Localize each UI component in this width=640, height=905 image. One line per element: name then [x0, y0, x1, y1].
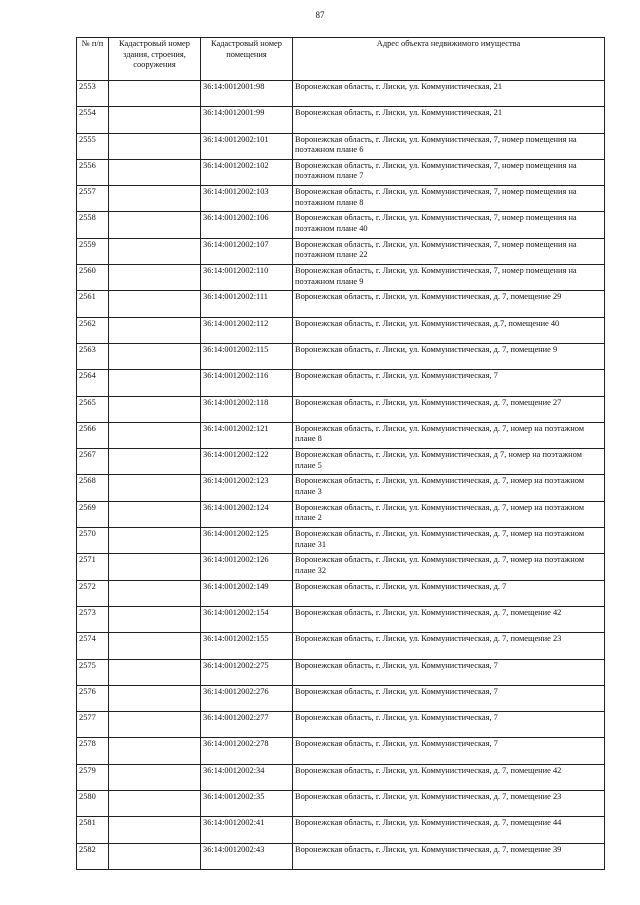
cell-num: 2568	[77, 475, 109, 501]
cell-room-cadastral: 36:14:0012002:155	[201, 633, 293, 659]
cell-room-cadastral: 36:14:0012002:111	[201, 291, 293, 317]
cell-address: Воронежская область, г. Лиски, ул. Коммунистическая, 7, номер помещения на поэтажном плане 8	[293, 186, 605, 212]
cell-num: 2563	[77, 343, 109, 369]
table-row	[77, 343, 605, 369]
cell-building-cadastral	[109, 659, 201, 685]
table-row	[77, 528, 605, 554]
table-row	[77, 212, 605, 238]
header-address: Адрес объекта недвижимого имущества	[293, 38, 605, 81]
cell-room-cadastral: 36:14:0012002:34	[201, 764, 293, 790]
cell-building-cadastral	[109, 317, 201, 343]
cell-address: Воронежская область, г. Лиски, ул. Коммунистическая, д. 7, номер на поэтажном плане 3	[293, 475, 605, 501]
cell-num: 2564	[77, 370, 109, 396]
cell-room-cadastral: 36:14:0012002:112	[201, 317, 293, 343]
cell-building-cadastral	[109, 107, 201, 133]
cell-room-cadastral: 36:14:0012002:123	[201, 475, 293, 501]
table-row	[77, 659, 605, 685]
cell-room-cadastral: 36:14:0012002:106	[201, 212, 293, 238]
cell-address: Воронежская область, г. Лиски, ул. Коммунистическая, д. 7, помещение 42	[293, 764, 605, 790]
cell-num: 2555	[77, 133, 109, 159]
cell-room-cadastral: 36:14:0012002:115	[201, 343, 293, 369]
cell-room-cadastral: 36:14:0012002:278	[201, 738, 293, 764]
cell-building-cadastral	[109, 133, 201, 159]
cell-building-cadastral	[109, 343, 201, 369]
cell-num: 2574	[77, 633, 109, 659]
cell-address: Воронежская область, г. Лиски, ул. Коммунистическая, д 7, номер на поэтажном плане 5	[293, 449, 605, 475]
cell-num: 2562	[77, 317, 109, 343]
cell-building-cadastral	[109, 265, 201, 291]
cell-building-cadastral	[109, 370, 201, 396]
cell-address: Воронежская область, г. Лиски, ул. Коммунистическая, д. 7, помещение 42	[293, 606, 605, 632]
property-registry-table	[76, 37, 605, 870]
cell-room-cadastral: 36:14:0012002:276	[201, 685, 293, 711]
cell-room-cadastral: 36:14:0012002:116	[201, 370, 293, 396]
cell-building-cadastral	[109, 291, 201, 317]
table-row	[77, 606, 605, 632]
cell-num: 2557	[77, 186, 109, 212]
page-number: 87	[315, 10, 325, 20]
table-row	[77, 633, 605, 659]
cell-address: Воронежская область, г. Лиски, ул. Коммунистическая, 7, номер помещения на поэтажном плане 40	[293, 212, 605, 238]
cell-num: 2579	[77, 764, 109, 790]
cell-num: 2575	[77, 659, 109, 685]
cell-address: Воронежская область, г. Лиски, ул. Коммунистическая, 7	[293, 712, 605, 738]
cell-building-cadastral	[109, 580, 201, 606]
cell-address: Воронежская область, г. Лиски, ул. Коммунистическая, д. 7, номер на поэтажном плане 2	[293, 501, 605, 527]
table-header-row	[77, 38, 605, 81]
cell-room-cadastral: 36:14:0012002:35	[201, 791, 293, 817]
cell-num: 2571	[77, 554, 109, 580]
table-row	[77, 685, 605, 711]
cell-room-cadastral: 36:14:0012002:41	[201, 817, 293, 843]
cell-room-cadastral: 36:14:0012002:275	[201, 659, 293, 685]
cell-address: Воронежская область, г. Лиски, ул. Коммунистическая, д. 7, помещение 23	[293, 633, 605, 659]
cell-building-cadastral	[109, 449, 201, 475]
table-row	[77, 370, 605, 396]
cell-building-cadastral	[109, 738, 201, 764]
cell-room-cadastral: 36:14:0012002:154	[201, 606, 293, 632]
cell-num: 2576	[77, 685, 109, 711]
cell-room-cadastral: 36:14:0012002:118	[201, 396, 293, 422]
cell-num: 2554	[77, 107, 109, 133]
header-room-cadastral: Кадастровый номер помещения	[201, 38, 293, 81]
cell-room-cadastral: 36:14:0012002:110	[201, 265, 293, 291]
cell-address: Воронежская область, г. Лиски, ул. Коммунистическая, д. 7, помещение 27	[293, 396, 605, 422]
cell-building-cadastral	[109, 238, 201, 264]
cell-building-cadastral	[109, 396, 201, 422]
cell-address: Воронежская область, г. Лиски, ул. Коммунистическая, 7	[293, 738, 605, 764]
table-row	[77, 791, 605, 817]
cell-room-cadastral: 36:14:0012002:107	[201, 238, 293, 264]
table-row	[77, 817, 605, 843]
cell-building-cadastral	[109, 843, 201, 869]
header-num: № п/п	[77, 38, 109, 81]
cell-address: Воронежская область, г. Лиски, ул. Коммунистическая, 7, номер помещения на поэтажном плане 22	[293, 238, 605, 264]
cell-num: 2572	[77, 580, 109, 606]
cell-address: Воронежская область, г. Лиски, ул. Коммунистическая, д. 7, номер на поэтажном плане 31	[293, 528, 605, 554]
table-row	[77, 422, 605, 448]
cell-building-cadastral	[109, 764, 201, 790]
cell-num: 2578	[77, 738, 109, 764]
cell-room-cadastral: 36:14:0012002:126	[201, 554, 293, 580]
cell-num: 2556	[77, 159, 109, 185]
table-row	[77, 186, 605, 212]
cell-building-cadastral	[109, 501, 201, 527]
cell-address: Воронежская область, г. Лиски, ул. Коммунистическая, 7	[293, 659, 605, 685]
table-row	[77, 475, 605, 501]
cell-room-cadastral: 36:14:0012002:101	[201, 133, 293, 159]
cell-address: Воронежская область, г. Лиски, ул. Коммунистическая, д. 7, номер на поэтажном плане 8	[293, 422, 605, 448]
cell-building-cadastral	[109, 554, 201, 580]
table-row	[77, 843, 605, 869]
table-row	[77, 265, 605, 291]
table-row	[77, 81, 605, 107]
cell-num: 2569	[77, 501, 109, 527]
cell-address: Воронежская область, г. Лиски, ул. Коммунистическая, 7, номер помещения на поэтажном плане 6	[293, 133, 605, 159]
header-building-cadastral: Кадастровый номер здания, строения, сооружения	[109, 38, 201, 81]
table-row	[77, 317, 605, 343]
table-row	[77, 764, 605, 790]
cell-building-cadastral	[109, 633, 201, 659]
cell-address: Воронежская область, г. Лиски, ул. Коммунистическая, 7	[293, 685, 605, 711]
cell-address: Воронежская область, г. Лиски, ул. Коммунистическая, д. 7, помещение 29	[293, 291, 605, 317]
cell-building-cadastral	[109, 186, 201, 212]
cell-building-cadastral	[109, 685, 201, 711]
table-row	[77, 501, 605, 527]
cell-room-cadastral: 36:14:0012002:43	[201, 843, 293, 869]
table-row	[77, 133, 605, 159]
cell-num: 2553	[77, 81, 109, 107]
cell-address: Воронежская область, г. Лиски, ул. Коммунистическая, д. 7, помещение 9	[293, 343, 605, 369]
cell-address: Воронежская область, г. Лиски, ул. Коммунистическая, д. 7	[293, 580, 605, 606]
cell-building-cadastral	[109, 81, 201, 107]
cell-num: 2558	[77, 212, 109, 238]
cell-num: 2577	[77, 712, 109, 738]
cell-num: 2582	[77, 843, 109, 869]
table-row	[77, 449, 605, 475]
cell-address: Воронежская область, г. Лиски, ул. Коммунистическая, д.7, помещение 40	[293, 317, 605, 343]
cell-room-cadastral: 36:14:0012002:125	[201, 528, 293, 554]
cell-room-cadastral: 36:14:0012002:103	[201, 186, 293, 212]
cell-num: 2567	[77, 449, 109, 475]
cell-room-cadastral: 36:14:0012002:277	[201, 712, 293, 738]
cell-building-cadastral	[109, 212, 201, 238]
cell-room-cadastral: 36:14:0012002:124	[201, 501, 293, 527]
cell-building-cadastral	[109, 817, 201, 843]
cell-room-cadastral: 36:14:0012001:99	[201, 107, 293, 133]
cell-address: Воронежская область, г. Лиски, ул. Коммунистическая, 7, номер помещения на поэтажном плане 7	[293, 159, 605, 185]
cell-num: 2566	[77, 422, 109, 448]
cell-address: Воронежская область, г. Лиски, ул. Коммунистическая, 7, номер помещения на поэтажном плане 9	[293, 265, 605, 291]
table-row	[77, 554, 605, 580]
cell-room-cadastral: 36:14:0012002:102	[201, 159, 293, 185]
cell-num: 2560	[77, 265, 109, 291]
cell-room-cadastral: 36:14:0012002:149	[201, 580, 293, 606]
cell-building-cadastral	[109, 528, 201, 554]
table-row	[77, 291, 605, 317]
cell-address: Воронежская область, г. Лиски, ул. Коммунистическая, д. 7, номер на поэтажном плане 32	[293, 554, 605, 580]
cell-address: Воронежская область, г. Лиски, ул. Коммунистическая, 21	[293, 107, 605, 133]
cell-address: Воронежская область, г. Лиски, ул. Коммунистическая, 21	[293, 81, 605, 107]
table-row	[77, 238, 605, 264]
cell-building-cadastral	[109, 791, 201, 817]
cell-address: Воронежская область, г. Лиски, ул. Коммунистическая, д. 7, помещение 23	[293, 791, 605, 817]
cell-num: 2565	[77, 396, 109, 422]
cell-building-cadastral	[109, 159, 201, 185]
cell-num: 2573	[77, 606, 109, 632]
cell-building-cadastral	[109, 422, 201, 448]
cell-num: 2559	[77, 238, 109, 264]
cell-num: 2581	[77, 817, 109, 843]
cell-building-cadastral	[109, 606, 201, 632]
cell-address: Воронежская область, г. Лиски, ул. Коммунистическая, 7	[293, 370, 605, 396]
table-row	[77, 580, 605, 606]
table-row	[77, 107, 605, 133]
cell-num: 2580	[77, 791, 109, 817]
cell-address: Воронежская область, г. Лиски, ул. Коммунистическая, д. 7, помещение 39	[293, 843, 605, 869]
cell-room-cadastral: 36:14:0012001:98	[201, 81, 293, 107]
cell-room-cadastral: 36:14:0012002:122	[201, 449, 293, 475]
cell-building-cadastral	[109, 712, 201, 738]
table-row	[77, 712, 605, 738]
cell-building-cadastral	[109, 475, 201, 501]
cell-room-cadastral: 36:14:0012002:121	[201, 422, 293, 448]
table-row	[77, 738, 605, 764]
cell-address: Воронежская область, г. Лиски, ул. Коммунистическая, д. 7, помещение 44	[293, 817, 605, 843]
cell-num: 2561	[77, 291, 109, 317]
cell-num: 2570	[77, 528, 109, 554]
table-row	[77, 396, 605, 422]
table-row	[77, 159, 605, 185]
